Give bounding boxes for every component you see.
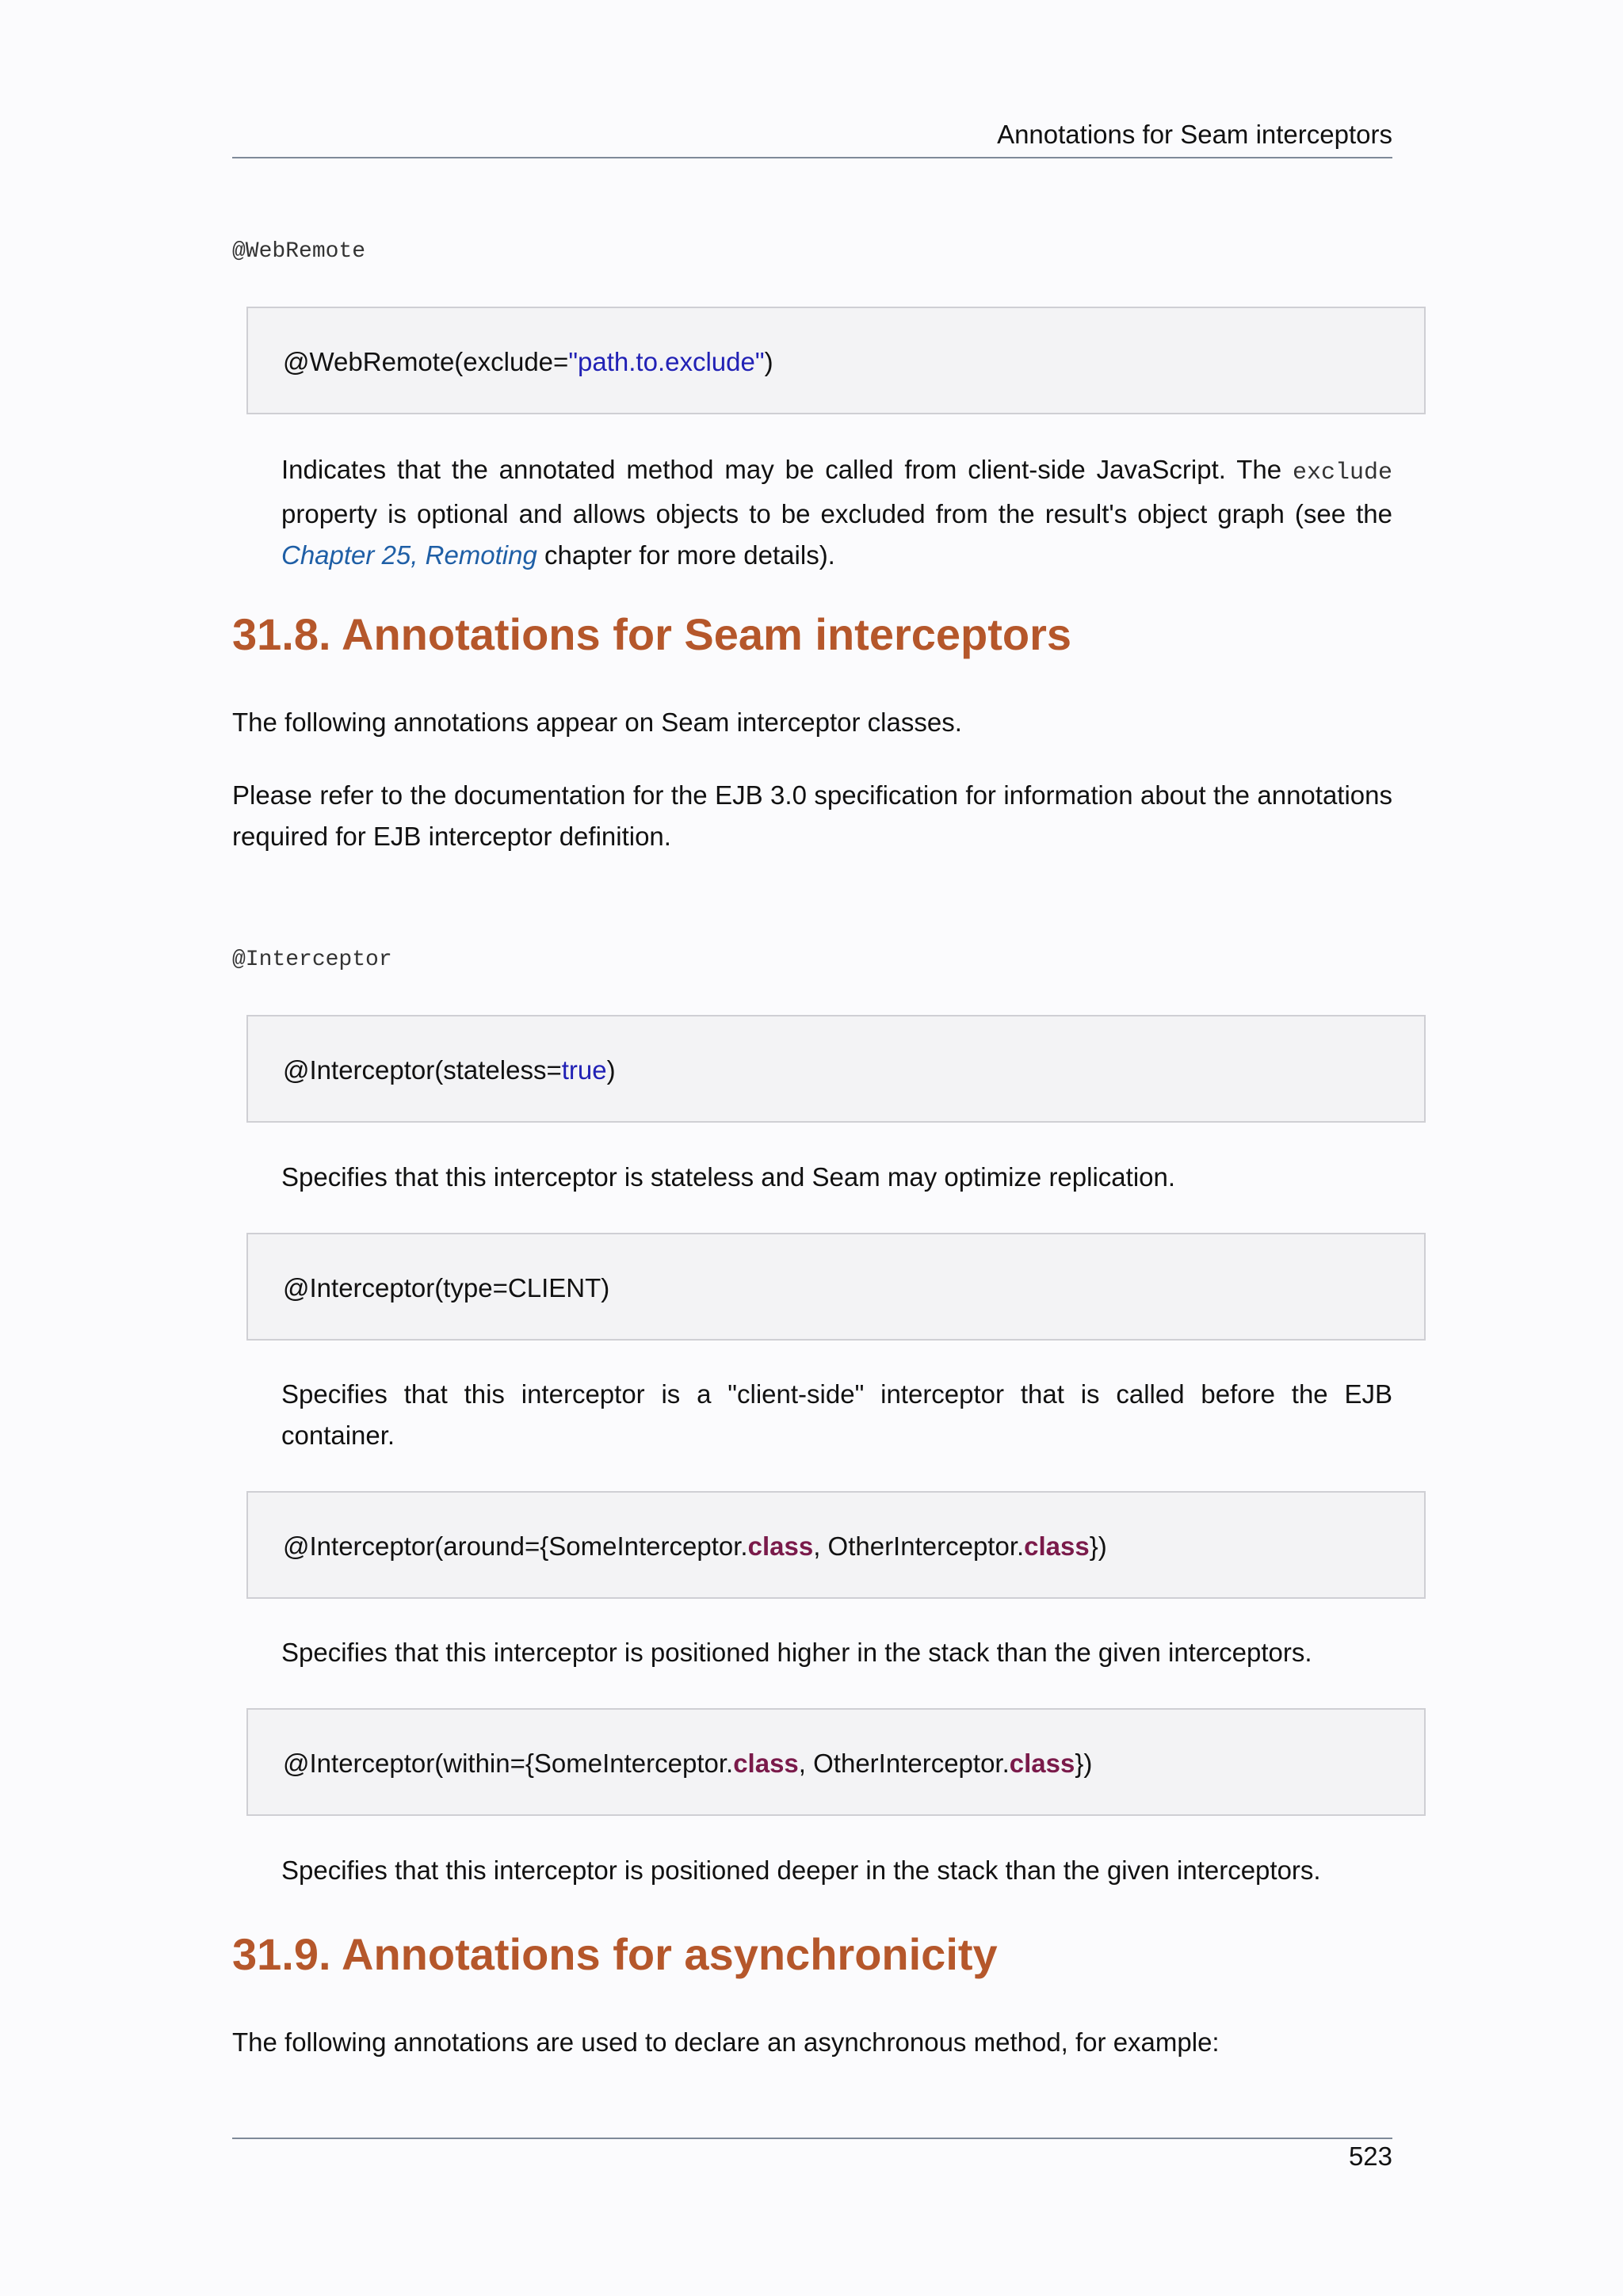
- section-heading-31-9: 31.9. Annotations for asynchronicity: [232, 1929, 998, 1979]
- code-value: true: [561, 1055, 607, 1085]
- code-text: ): [764, 347, 773, 376]
- section-heading-31-8: 31.8. Annotations for Seam interceptors: [232, 609, 1072, 659]
- term-interceptor: @Interceptor: [232, 948, 392, 972]
- code-keyword: class: [733, 1749, 799, 1778]
- section-31-8-para1: The following annotations appear on Seam interceptor classes.: [232, 707, 962, 737]
- code-keyword: class: [1024, 1531, 1090, 1561]
- within-description: Specifies that this interceptor is positioned deeper in the stack than the given interceptors.: [281, 1855, 1321, 1885]
- desc-text: chapter for more details).: [537, 540, 835, 570]
- code-text: @Interceptor(stateless=: [283, 1055, 562, 1085]
- code-text: @Interceptor(within={SomeInterceptor.: [283, 1749, 734, 1778]
- around-description: Specifies that this interceptor is positioned higher in the stack than the given interceptors.: [281, 1638, 1312, 1667]
- client-description: Specifies that this interceptor is a "client-side" interceptor that is called before the EJB container.: [281, 1379, 1392, 1450]
- code-text: , OtherInterceptor.: [813, 1531, 1025, 1561]
- code-text: ): [606, 1055, 616, 1085]
- code-text: @WebRemote(exclude=: [283, 347, 569, 376]
- header-rule: [232, 157, 1392, 158]
- inline-code-exclude: exclude: [1292, 460, 1392, 486]
- code-keyword: class: [1009, 1749, 1075, 1778]
- code-block-stateless: [246, 1015, 1426, 1123]
- code-string: "path.to.exclude": [568, 347, 765, 376]
- code-block-client: @Interceptor(type=CLIENT): [246, 1233, 1426, 1341]
- code-block-around: [246, 1491, 1426, 1599]
- code-keyword: class: [747, 1531, 814, 1561]
- webremote-description: [281, 449, 1392, 576]
- desc-text: Indicates that the annotated method may be called from client-side JavaScript. The: [281, 455, 1293, 484]
- running-header: Annotations for Seam interceptors: [997, 120, 1392, 149]
- code-text: @Interceptor(around={SomeInterceptor.: [283, 1531, 748, 1561]
- page-number: 523: [1348, 2142, 1392, 2171]
- section-31-9-para1: The following annotations are used to declare an asynchronous method, for example:: [232, 2027, 1220, 2057]
- code-block-webremote: [246, 307, 1426, 414]
- stateless-description: Specifies that this interceptor is stateless and Seam may optimize replication.: [281, 1162, 1176, 1192]
- code-block-within: [246, 1708, 1426, 1816]
- term-webremote: @WebRemote: [232, 239, 366, 264]
- code-text: , OtherInterceptor.: [798, 1749, 1010, 1778]
- chapter-link[interactable]: Chapter 25, Remoting: [281, 540, 537, 570]
- desc-text: property is optional and allows objects to be excluded from the result's object graph (see the: [281, 499, 1392, 528]
- section-31-8-para2: Please refer to the documentation for the EJB 3.0 specification for information about the annotations required for EJB interceptor definition.: [232, 780, 1392, 851]
- code-text: }): [1075, 1749, 1093, 1778]
- code-text: }): [1089, 1531, 1107, 1561]
